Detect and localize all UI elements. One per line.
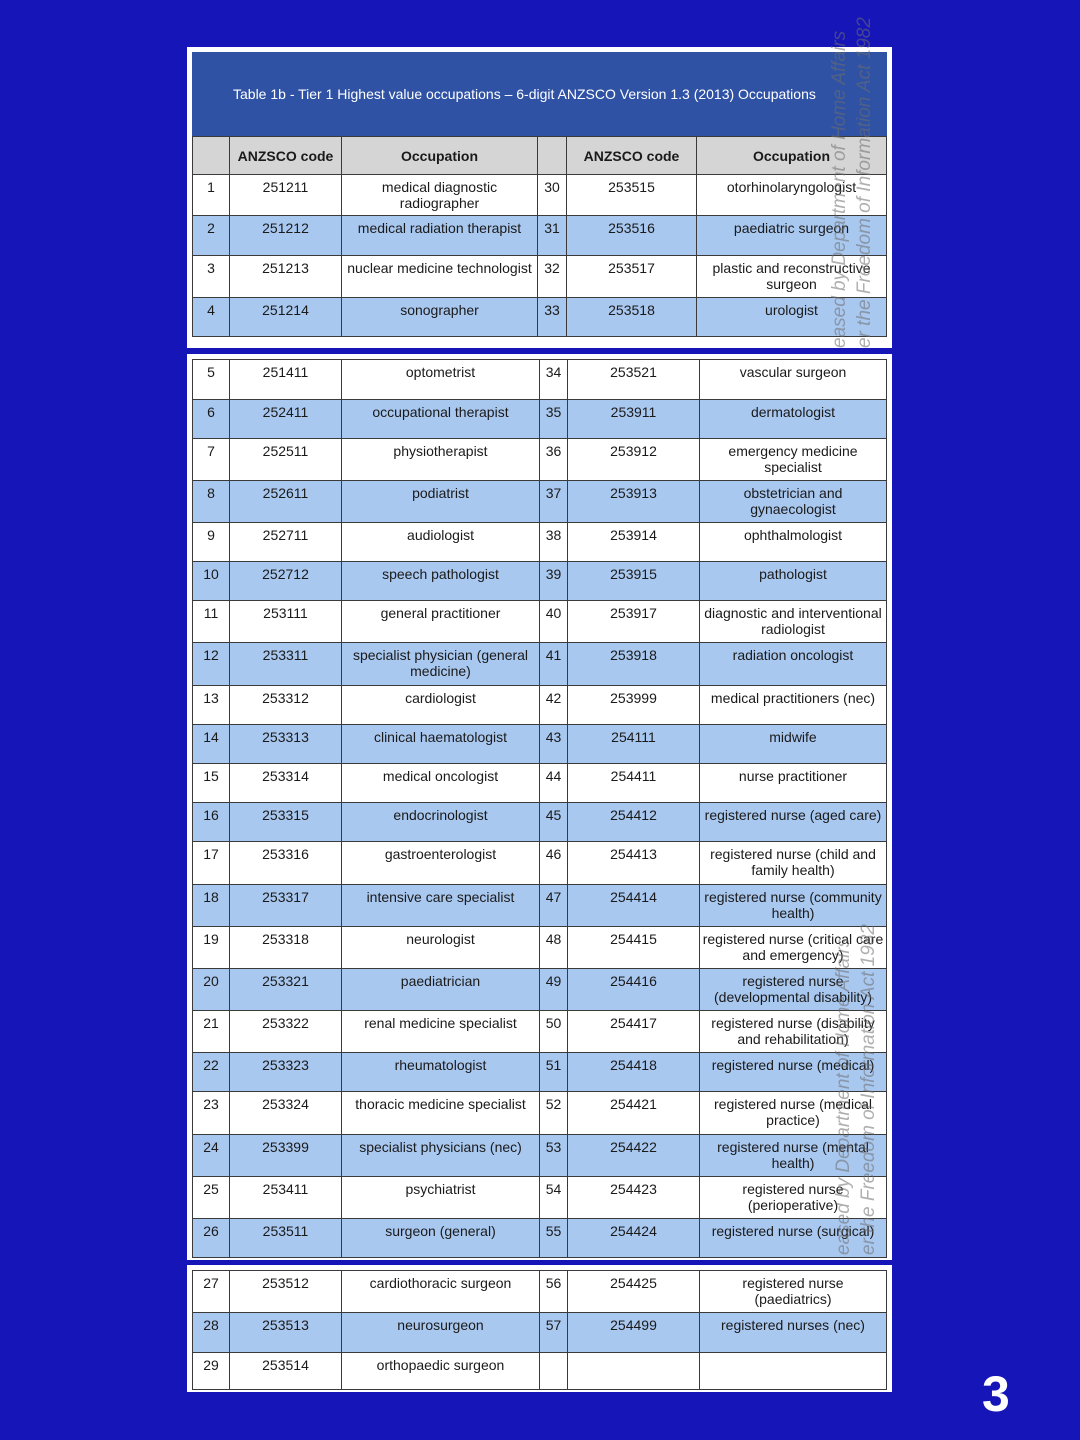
row-index-cell: 44 bbox=[540, 764, 568, 803]
watermark-text: er the Freedom of Information Act 1982 bbox=[854, 17, 875, 348]
table-row bbox=[193, 256, 887, 298]
occupation-cell: pathologist bbox=[700, 562, 887, 601]
anzsco-code-cell: 254111 bbox=[568, 725, 700, 764]
anzsco-code-cell: 253314 bbox=[230, 764, 342, 803]
occupation-cell: cardiologist bbox=[342, 686, 540, 725]
occupation-cell: neurologist bbox=[342, 927, 540, 969]
anzsco-code-cell: 251214 bbox=[230, 298, 342, 337]
table-row bbox=[193, 1271, 887, 1313]
anzsco-code-cell: 253913 bbox=[568, 481, 700, 523]
row-index-cell: 49 bbox=[540, 969, 568, 1011]
anzsco-code-cell: 254499 bbox=[568, 1313, 700, 1353]
table-row bbox=[193, 1219, 887, 1258]
row-index-cell: 19 bbox=[193, 927, 230, 969]
row-index-cell: 27 bbox=[193, 1271, 230, 1313]
anzsco-code-cell: 254413 bbox=[568, 842, 700, 885]
occupation-cell: thoracic medicine specialist bbox=[342, 1092, 540, 1135]
anzsco-code-cell: 254414 bbox=[568, 885, 700, 927]
watermark-text: eased by Department of Home Affairs bbox=[829, 30, 850, 348]
table-row bbox=[193, 643, 887, 686]
occupation-cell: physiotherapist bbox=[342, 439, 540, 481]
occupation-cell: registered nurse (mental health) bbox=[700, 1135, 887, 1177]
row-index-cell: 6 bbox=[193, 400, 230, 439]
occupation-cell: registered nurse (paediatrics) bbox=[700, 1271, 887, 1313]
row-index-cell: 5 bbox=[193, 360, 230, 400]
row-index-cell: 2 bbox=[193, 216, 230, 256]
row-index-cell: 29 bbox=[193, 1353, 230, 1390]
row-index-cell: 37 bbox=[540, 481, 568, 523]
occupation-cell: registered nurse (medical practice) bbox=[700, 1092, 887, 1135]
anzsco-code-cell: 253322 bbox=[230, 1011, 342, 1053]
anzsco-code-cell: 253317 bbox=[230, 885, 342, 927]
table-panel-bottom bbox=[187, 1265, 892, 1392]
occupation-cell: urologist bbox=[697, 298, 887, 337]
occupation-cell: registered nurses (nec) bbox=[700, 1313, 887, 1353]
anzsco-code-cell: 253399 bbox=[230, 1135, 342, 1177]
row-index-cell: 28 bbox=[193, 1313, 230, 1353]
row-index-cell: 4 bbox=[193, 298, 230, 337]
row-index-cell: 43 bbox=[540, 725, 568, 764]
header-index bbox=[193, 137, 230, 175]
occupation-cell: registered nurse (aged care) bbox=[700, 803, 887, 842]
watermark-text: eased by Department of Home Affairs bbox=[833, 937, 854, 1255]
row-index-cell: 40 bbox=[540, 601, 568, 643]
anzsco-code-cell: 253311 bbox=[230, 643, 342, 686]
occupation-cell: specialist physician (general medicine) bbox=[342, 643, 540, 686]
header-index bbox=[538, 137, 567, 175]
table-row bbox=[193, 523, 887, 562]
anzsco-code-cell: 254412 bbox=[568, 803, 700, 842]
table-row bbox=[193, 439, 887, 481]
occupation-cell: ophthalmologist bbox=[700, 523, 887, 562]
occupation-cell: paediatrician bbox=[342, 969, 540, 1011]
row-index-cell: 18 bbox=[193, 885, 230, 927]
occupation-cell: medical diagnostic radiographer bbox=[342, 175, 538, 216]
occupation-cell: dermatologist bbox=[700, 400, 887, 439]
anzsco-code-cell: 254423 bbox=[568, 1177, 700, 1219]
anzsco-code-cell: 253411 bbox=[230, 1177, 342, 1219]
occupation-cell: medical oncologist bbox=[342, 764, 540, 803]
row-index-cell: 57 bbox=[540, 1313, 568, 1353]
table-row bbox=[193, 1177, 887, 1219]
header-anzsco-code: ANZSCO code bbox=[567, 137, 697, 175]
occupation-cell: gastroenterologist bbox=[342, 842, 540, 885]
occupation-cell: registered nurse (child and family health) bbox=[700, 842, 887, 885]
anzsco-code-cell: 253918 bbox=[568, 643, 700, 686]
anzsco-code-cell: 253111 bbox=[230, 601, 342, 643]
row-index-cell: 10 bbox=[193, 562, 230, 601]
row-index-cell: 13 bbox=[193, 686, 230, 725]
anzsco-code-cell: 253323 bbox=[230, 1053, 342, 1092]
occupation-cell: registered nurse (medical) bbox=[700, 1053, 887, 1092]
occupation-cell: diagnostic and interventional radiologist bbox=[700, 601, 887, 643]
anzsco-code-cell: 252411 bbox=[230, 400, 342, 439]
row-index-cell: 51 bbox=[540, 1053, 568, 1092]
occupation-cell: podiatrist bbox=[342, 481, 540, 523]
row-index-cell: 32 bbox=[538, 256, 567, 298]
occupation-cell: rheumatologist bbox=[342, 1053, 540, 1092]
table-row bbox=[193, 562, 887, 601]
row-index-cell: 11 bbox=[193, 601, 230, 643]
table-row bbox=[193, 1053, 887, 1092]
occupation-cell: plastic and reconstructive surgeon bbox=[697, 256, 887, 298]
occupation-cell: intensive care specialist bbox=[342, 885, 540, 927]
row-index-cell: 23 bbox=[193, 1092, 230, 1135]
anzsco-code-cell: 251211 bbox=[230, 175, 342, 216]
anzsco-code-cell: 253917 bbox=[568, 601, 700, 643]
table-row bbox=[193, 400, 887, 439]
anzsco-code-cell: 253312 bbox=[230, 686, 342, 725]
table-header-row bbox=[193, 137, 887, 175]
row-index-cell: 55 bbox=[540, 1219, 568, 1258]
watermark-text: er the Freedom of Information Act 1982 bbox=[858, 924, 879, 1255]
occupation-cell: nuclear medicine technologist bbox=[342, 256, 538, 298]
row-index-cell: 41 bbox=[540, 643, 568, 686]
occupation-cell: medical practitioners (nec) bbox=[700, 686, 887, 725]
anzsco-code-cell: 253521 bbox=[568, 360, 700, 400]
row-index-cell: 15 bbox=[193, 764, 230, 803]
occupations-table-part-3 bbox=[192, 1270, 887, 1390]
anzsco-code-cell: 253912 bbox=[568, 439, 700, 481]
occupation-cell: obstetrician and gynaecologist bbox=[700, 481, 887, 523]
anzsco-code-cell: 254417 bbox=[568, 1011, 700, 1053]
occupation-cell: general practitioner bbox=[342, 601, 540, 643]
header-occupation: Occupation bbox=[342, 137, 538, 175]
header-occupation: Occupation bbox=[697, 137, 887, 175]
occupation-cell: otorhinolaryngologist bbox=[697, 175, 887, 216]
occupation-cell: surgeon (general) bbox=[342, 1219, 540, 1258]
occupation-cell: medical radiation therapist bbox=[342, 216, 538, 256]
anzsco-code-cell: 252712 bbox=[230, 562, 342, 601]
row-index-cell: 25 bbox=[193, 1177, 230, 1219]
row-index-cell: 53 bbox=[540, 1135, 568, 1177]
table-title-bar bbox=[192, 52, 887, 136]
table-row bbox=[193, 803, 887, 842]
anzsco-code-cell: 251212 bbox=[230, 216, 342, 256]
table-row bbox=[193, 1135, 887, 1177]
row-index-cell: 39 bbox=[540, 562, 568, 601]
anzsco-code-cell: 252711 bbox=[230, 523, 342, 562]
table-row bbox=[193, 1353, 887, 1390]
occupation-cell: radiation oncologist bbox=[700, 643, 887, 686]
anzsco-code-cell: 253512 bbox=[230, 1271, 342, 1313]
anzsco-code-cell: 251213 bbox=[230, 256, 342, 298]
row-index-cell: 9 bbox=[193, 523, 230, 562]
row-index-cell: 52 bbox=[540, 1092, 568, 1135]
row-index-cell: 54 bbox=[540, 1177, 568, 1219]
occupation-cell: specialist physicians (nec) bbox=[342, 1135, 540, 1177]
row-index-cell: 8 bbox=[193, 481, 230, 523]
row-index-cell: 14 bbox=[193, 725, 230, 764]
table-row bbox=[193, 216, 887, 256]
occupation-cell: renal medicine specialist bbox=[342, 1011, 540, 1053]
anzsco-code-cell: 251411 bbox=[230, 360, 342, 400]
anzsco-code-cell: 253915 bbox=[568, 562, 700, 601]
row-index-cell: 3 bbox=[193, 256, 230, 298]
table-row bbox=[193, 298, 887, 337]
occupation-cell: neurosurgeon bbox=[342, 1313, 540, 1353]
occupation-cell: occupational therapist bbox=[342, 400, 540, 439]
row-index-cell: 38 bbox=[540, 523, 568, 562]
row-index-cell: 12 bbox=[193, 643, 230, 686]
anzsco-code-cell: 254411 bbox=[568, 764, 700, 803]
table-row bbox=[193, 1011, 887, 1053]
table-row bbox=[193, 842, 887, 885]
row-index-cell: 24 bbox=[193, 1135, 230, 1177]
anzsco-code-cell: 253511 bbox=[230, 1219, 342, 1258]
table-row bbox=[193, 1313, 887, 1353]
anzsco-code-cell: 253515 bbox=[567, 175, 697, 216]
occupation-cell: registered nurse (disability and rehabilitation) bbox=[700, 1011, 887, 1053]
row-index-cell: 21 bbox=[193, 1011, 230, 1053]
row-index-cell: 7 bbox=[193, 439, 230, 481]
table-row bbox=[193, 360, 887, 400]
row-index-cell: 34 bbox=[540, 360, 568, 400]
row-index-cell bbox=[540, 1353, 568, 1390]
occupation-cell: registered nurse (surgical) bbox=[700, 1219, 887, 1258]
anzsco-code-cell: 253316 bbox=[230, 842, 342, 885]
occupation-cell: sonographer bbox=[342, 298, 538, 337]
anzsco-code-cell: 252511 bbox=[230, 439, 342, 481]
anzsco-code-cell bbox=[568, 1353, 700, 1390]
occupations-table-part-2 bbox=[192, 359, 887, 1258]
table-row bbox=[193, 927, 887, 969]
row-index-cell: 35 bbox=[540, 400, 568, 439]
row-index-cell: 46 bbox=[540, 842, 568, 885]
table-row bbox=[193, 885, 887, 927]
table-row bbox=[193, 481, 887, 523]
anzsco-code-cell: 253914 bbox=[568, 523, 700, 562]
row-index-cell: 45 bbox=[540, 803, 568, 842]
occupation-cell: emergency medicine specialist bbox=[700, 439, 887, 481]
occupation-cell: registered nurse (critical care and emergency) bbox=[700, 927, 887, 969]
anzsco-code-cell: 254424 bbox=[568, 1219, 700, 1258]
anzsco-code-cell: 253911 bbox=[568, 400, 700, 439]
occupation-cell: vascular surgeon bbox=[700, 360, 887, 400]
page-number: 3 bbox=[982, 1366, 1010, 1422]
anzsco-code-cell: 253315 bbox=[230, 803, 342, 842]
row-index-cell: 30 bbox=[538, 175, 567, 216]
table-row bbox=[193, 764, 887, 803]
occupation-cell: registered nurse (developmental disability) bbox=[700, 969, 887, 1011]
table-row bbox=[193, 725, 887, 764]
row-index-cell: 50 bbox=[540, 1011, 568, 1053]
row-index-cell: 33 bbox=[538, 298, 567, 337]
anzsco-code-cell: 253321 bbox=[230, 969, 342, 1011]
table-panel-middle bbox=[187, 354, 892, 1260]
table-panel-top bbox=[187, 17, 892, 348]
header-anzsco-code: ANZSCO code bbox=[230, 137, 342, 175]
table-row bbox=[193, 686, 887, 725]
row-index-cell: 22 bbox=[193, 1053, 230, 1092]
table-row bbox=[193, 1092, 887, 1135]
anzsco-code-cell: 253313 bbox=[230, 725, 342, 764]
row-index-cell: 48 bbox=[540, 927, 568, 969]
table-row bbox=[193, 969, 887, 1011]
occupation-cell: cardiothoracic surgeon bbox=[342, 1271, 540, 1313]
anzsco-code-cell: 254418 bbox=[568, 1053, 700, 1092]
row-index-cell: 17 bbox=[193, 842, 230, 885]
occupation-cell: midwife bbox=[700, 725, 887, 764]
occupation-cell: audiologist bbox=[342, 523, 540, 562]
occupations-table-part-1 bbox=[192, 136, 887, 337]
row-index-cell: 42 bbox=[540, 686, 568, 725]
occupation-cell: endocrinologist bbox=[342, 803, 540, 842]
occupation-cell bbox=[700, 1353, 887, 1390]
row-index-cell: 20 bbox=[193, 969, 230, 1011]
anzsco-code-cell: 254425 bbox=[568, 1271, 700, 1313]
anzsco-code-cell: 254422 bbox=[568, 1135, 700, 1177]
occupation-cell: registered nurse (community health) bbox=[700, 885, 887, 927]
row-index-cell: 1 bbox=[193, 175, 230, 216]
occupation-cell: paediatric surgeon bbox=[697, 216, 887, 256]
anzsco-code-cell: 253324 bbox=[230, 1092, 342, 1135]
anzsco-code-cell: 253517 bbox=[567, 256, 697, 298]
anzsco-code-cell: 254421 bbox=[568, 1092, 700, 1135]
anzsco-code-cell: 252611 bbox=[230, 481, 342, 523]
occupation-cell: optometrist bbox=[342, 360, 540, 400]
occupation-cell: orthopaedic surgeon bbox=[342, 1353, 540, 1390]
occupation-cell: clinical haematologist bbox=[342, 725, 540, 764]
anzsco-code-cell: 253318 bbox=[230, 927, 342, 969]
table-row bbox=[193, 601, 887, 643]
occupation-cell: registered nurse (perioperative) bbox=[700, 1177, 887, 1219]
anzsco-code-cell: 254415 bbox=[568, 927, 700, 969]
anzsco-code-cell: 253513 bbox=[230, 1313, 342, 1353]
table-title: Table 1b - Tier 1 Highest value occupations – 6-digit ANZSCO Version 1.3 (2013) Occupations bbox=[233, 86, 816, 102]
row-index-cell: 47 bbox=[540, 885, 568, 927]
anzsco-code-cell: 253518 bbox=[567, 298, 697, 337]
row-index-cell: 31 bbox=[538, 216, 567, 256]
row-index-cell: 16 bbox=[193, 803, 230, 842]
row-index-cell: 36 bbox=[540, 439, 568, 481]
anzsco-code-cell: 253514 bbox=[230, 1353, 342, 1390]
row-index-cell: 56 bbox=[540, 1271, 568, 1313]
row-index-cell: 26 bbox=[193, 1219, 230, 1258]
anzsco-code-cell: 254416 bbox=[568, 969, 700, 1011]
occupation-cell: speech pathologist bbox=[342, 562, 540, 601]
anzsco-code-cell: 253999 bbox=[568, 686, 700, 725]
table-row bbox=[193, 175, 887, 216]
occupation-cell: nurse practitioner bbox=[700, 764, 887, 803]
occupation-cell: psychiatrist bbox=[342, 1177, 540, 1219]
anzsco-code-cell: 253516 bbox=[567, 216, 697, 256]
